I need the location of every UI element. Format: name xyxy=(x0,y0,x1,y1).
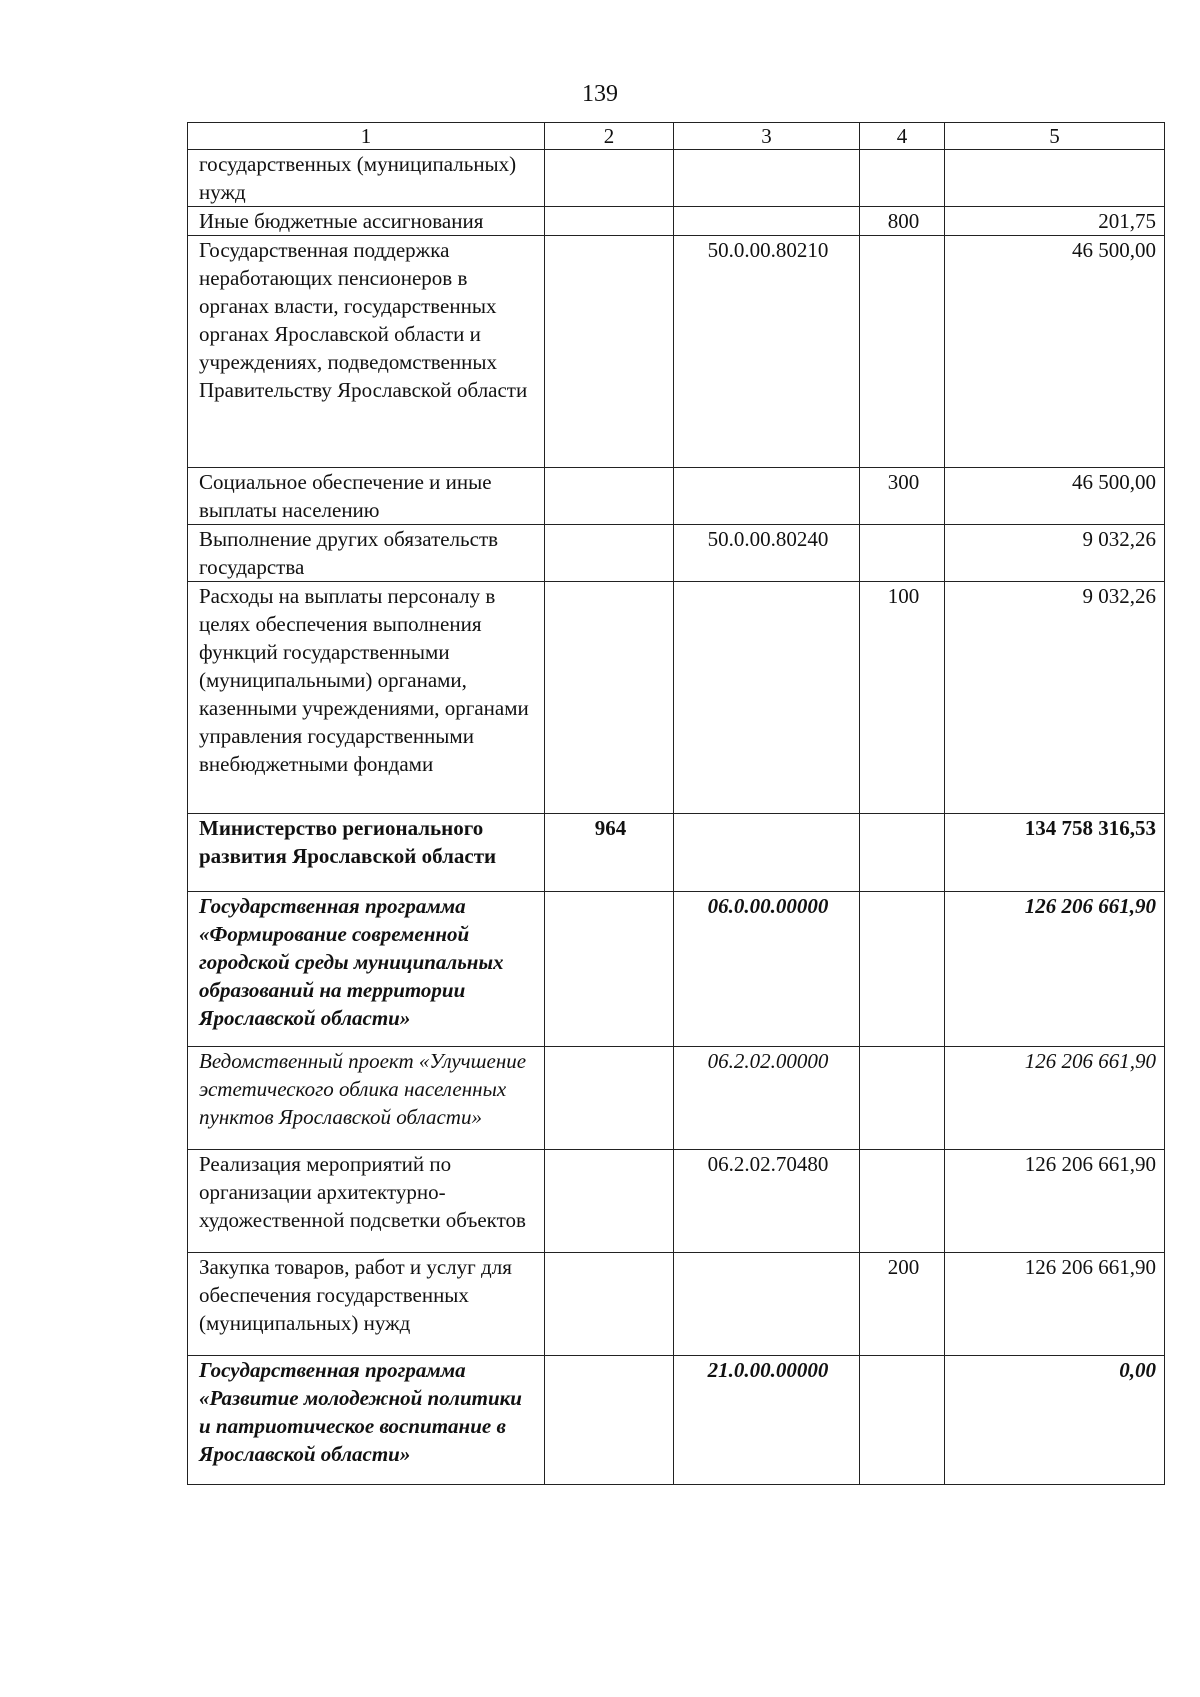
row-code-cell: 21.0.00.00000 xyxy=(674,1356,860,1485)
row-code-cell: 50.0.00.80240 xyxy=(674,525,860,582)
table-row xyxy=(188,814,1165,892)
row-name-cell: Реализация мероприятий по организации архитектурно-художественной подсветки объектов xyxy=(188,1150,545,1253)
budget-table xyxy=(187,122,1165,1485)
row-col2-cell xyxy=(545,207,674,236)
row-code-cell xyxy=(674,1253,860,1356)
row-code-cell xyxy=(674,468,860,525)
row-type-cell xyxy=(860,525,945,582)
row-code-cell xyxy=(674,207,860,236)
table-row xyxy=(188,236,1165,468)
table-row xyxy=(188,207,1165,236)
row-amount-cell: 46 500,00 xyxy=(945,236,1165,468)
row-name-cell: Иные бюджетные ассигнования xyxy=(188,207,545,236)
row-amount-cell: 46 500,00 xyxy=(945,468,1165,525)
row-name-cell: Социальное обеспечение и иные выплаты населению xyxy=(188,468,545,525)
table-row xyxy=(188,150,1165,207)
row-amount-cell: 134 758 316,53 xyxy=(945,814,1165,892)
page-number: 139 xyxy=(582,81,618,107)
row-col2-cell xyxy=(545,150,674,207)
row-col2-cell xyxy=(545,1150,674,1253)
row-code-cell xyxy=(674,150,860,207)
row-amount-cell: 126 206 661,90 xyxy=(945,1253,1165,1356)
table-row xyxy=(188,892,1165,1047)
column-header-row xyxy=(188,123,1165,150)
row-code-cell xyxy=(674,582,860,814)
column-header-1: 1 xyxy=(188,123,545,150)
column-header-4: 4 xyxy=(860,123,945,150)
row-type-cell xyxy=(860,1150,945,1253)
row-col2-cell xyxy=(545,1356,674,1485)
row-name-cell: Расходы на выплаты персоналу в целях обеспечения выполнения функций государственными (муниципальными) органами, казенными учреждениями, органами управления государственными внебюджетными фондами xyxy=(188,582,545,814)
row-col2-cell: 964 xyxy=(545,814,674,892)
row-type-cell xyxy=(860,150,945,207)
row-code-cell xyxy=(674,814,860,892)
row-type-cell xyxy=(860,1356,945,1485)
row-col2-cell xyxy=(545,468,674,525)
row-name-cell: Государственная поддержка неработающих пенсионеров в органах власти, государственных органах Ярославской области и учреждениях, подведомственных Правительству Ярославской области xyxy=(188,236,545,468)
row-amount-cell xyxy=(945,150,1165,207)
row-code-cell: 06.0.00.00000 xyxy=(674,892,860,1047)
row-type-cell: 200 xyxy=(860,1253,945,1356)
row-code-cell: 06.2.02.70480 xyxy=(674,1150,860,1253)
table-row xyxy=(188,468,1165,525)
table-row xyxy=(188,1356,1165,1485)
table-row xyxy=(188,1150,1165,1253)
row-amount-cell: 126 206 661,90 xyxy=(945,892,1165,1047)
table-row xyxy=(188,1253,1165,1356)
budget-table-body xyxy=(188,123,1165,1485)
row-type-cell xyxy=(860,236,945,468)
row-name-cell: Выполнение других обязательств государства xyxy=(188,525,545,582)
row-code-cell: 06.2.02.00000 xyxy=(674,1047,860,1150)
row-type-cell xyxy=(860,892,945,1047)
row-type-cell xyxy=(860,1047,945,1150)
table-row xyxy=(188,1047,1165,1150)
row-name-cell: Государственная программа «Формирование современной городской среды муниципальных образований на территории Ярославской области» xyxy=(188,892,545,1047)
row-name-cell: Ведомственный проект «Улучшение эстетического облика населенных пунктов Ярославской области» xyxy=(188,1047,545,1150)
row-col2-cell xyxy=(545,582,674,814)
row-amount-cell: 0,00 xyxy=(945,1356,1165,1485)
row-name-cell: государственных (муниципальных) нужд xyxy=(188,150,545,207)
row-name-cell: Министерство регионального развития Ярославской области xyxy=(188,814,545,892)
row-amount-cell: 126 206 661,90 xyxy=(945,1150,1165,1253)
row-type-cell: 100 xyxy=(860,582,945,814)
column-header-5: 5 xyxy=(945,123,1165,150)
row-amount-cell: 201,75 xyxy=(945,207,1165,236)
row-col2-cell xyxy=(545,1253,674,1356)
table-row xyxy=(188,525,1165,582)
column-header-2: 2 xyxy=(545,123,674,150)
row-amount-cell: 9 032,26 xyxy=(945,525,1165,582)
row-type-cell: 800 xyxy=(860,207,945,236)
column-header-3: 3 xyxy=(674,123,860,150)
row-col2-cell xyxy=(545,236,674,468)
row-type-cell: 300 xyxy=(860,468,945,525)
row-col2-cell xyxy=(545,1047,674,1150)
row-amount-cell: 126 206 661,90 xyxy=(945,1047,1165,1150)
row-type-cell xyxy=(860,814,945,892)
table-row xyxy=(188,582,1165,814)
row-name-cell: Государственная программа «Развитие молодежной политики и патриотическое воспитание в Ярославской области» xyxy=(188,1356,545,1485)
row-col2-cell xyxy=(545,892,674,1047)
row-name-cell: Закупка товаров, работ и услуг для обеспечения государственных (муниципальных) нужд xyxy=(188,1253,545,1356)
row-code-cell: 50.0.00.80210 xyxy=(674,236,860,468)
row-col2-cell xyxy=(545,525,674,582)
row-amount-cell: 9 032,26 xyxy=(945,582,1165,814)
